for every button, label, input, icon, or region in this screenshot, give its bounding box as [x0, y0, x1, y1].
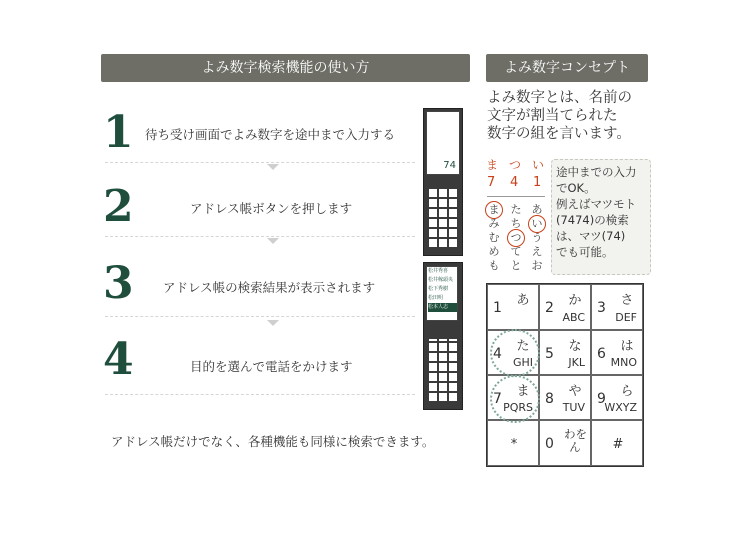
result-item-selected: 松本人志	[428, 303, 457, 312]
highlight-dotted-circle	[490, 375, 540, 423]
note-line: 途中までの入力	[556, 165, 637, 179]
phone-screen-input: 74	[443, 160, 456, 171]
example-digit: 1	[533, 175, 542, 190]
kana: て	[510, 245, 522, 258]
key-star: *	[487, 420, 539, 466]
example-digit-row	[487, 175, 553, 190]
kana: た	[510, 203, 522, 216]
phone-screen	[426, 111, 460, 175]
step-3-number: 3	[103, 258, 134, 309]
kana: ち	[510, 217, 522, 230]
concept-line: 文字が割当てられた	[487, 108, 618, 124]
concept-title-banner: よみ数字コンセプト	[486, 54, 648, 82]
example-digit: 4	[510, 175, 519, 190]
kana: つ	[510, 231, 522, 244]
highlight-circle	[528, 215, 546, 233]
key-1: 1 あ	[487, 284, 539, 330]
step-1-text: 待ち受け画面でよみ数字を途中まで入力する	[145, 127, 396, 142]
step-4-text: 目的を選んで電話をかけます	[190, 359, 353, 374]
example-separator	[487, 196, 545, 197]
kana: み	[488, 217, 500, 230]
key-2: 2 か ABC	[539, 284, 591, 330]
kana: と	[510, 259, 522, 272]
result-item: 松田明	[428, 295, 444, 301]
keypad	[486, 283, 644, 467]
step-arrow-icon	[267, 238, 279, 244]
step-4-number: 4	[103, 334, 134, 385]
concept-line: よみ数字とは、名前の	[487, 90, 632, 106]
kana: お	[531, 259, 543, 272]
example-kana: い	[532, 158, 545, 172]
kana: あ	[531, 203, 543, 216]
step-2-text: アドレス帳ボタンを押します	[190, 201, 353, 216]
step-separator	[105, 316, 415, 317]
example-kana: ま	[486, 158, 499, 172]
note-line: 例えばマツモト	[556, 197, 637, 211]
note-line: でも可能。	[556, 245, 614, 259]
phone-keys	[427, 187, 459, 249]
key-8: 8 や TUV	[539, 375, 591, 420]
concept-description	[487, 89, 657, 143]
concept-note	[551, 159, 651, 275]
phone-illustration-2	[423, 262, 463, 410]
key-4: 4 た GHI	[487, 330, 539, 375]
highlight-dotted-circle	[490, 329, 540, 377]
key-7: 7 ま PQRS	[487, 375, 539, 420]
step-separator	[105, 236, 415, 237]
note-line: でOK。	[556, 181, 596, 195]
result-item: 松井秀喜	[428, 268, 449, 274]
key-5: 5 な JKL	[539, 330, 591, 375]
kana: う	[531, 231, 543, 244]
highlight-circle	[485, 201, 503, 219]
key-hash: #	[591, 420, 643, 466]
kana: い	[531, 217, 543, 230]
note-line: は、マツ(74)	[556, 229, 626, 243]
highlight-circle	[507, 229, 525, 247]
step-1-number: 1	[103, 107, 134, 158]
step-2-number: 2	[103, 181, 134, 232]
step-separator	[105, 162, 415, 163]
howto-title-banner: よみ数字検索機能の使い方	[101, 54, 470, 82]
key-0: 0 わを ん	[539, 420, 591, 466]
kana-column-a	[529, 203, 545, 273]
howto-footer: アドレス帳だけでなく、各種機能も同様に検索できます。	[111, 434, 435, 449]
step-3-text: アドレス帳の検索結果が表示されます	[163, 280, 376, 295]
step-arrow-icon	[267, 164, 279, 170]
result-item: 松下秀樹	[428, 286, 449, 292]
note-line: (7474)の検索	[556, 213, 629, 227]
kana: め	[488, 245, 500, 258]
kana: ま	[488, 203, 500, 216]
result-item: 松井稼頭央	[428, 277, 454, 283]
kana: む	[488, 231, 500, 244]
example-kana: つ	[509, 158, 522, 172]
concept-line: 数字の組を言います。	[487, 126, 631, 142]
step-separator	[105, 394, 415, 395]
example-kana-row	[486, 156, 552, 173]
phone-screen-results	[426, 266, 458, 321]
phone-illustration-1	[423, 108, 463, 256]
key-3: 3 さ DEF	[591, 284, 643, 330]
kana: も	[488, 259, 500, 272]
example-digit: 7	[487, 175, 496, 190]
key-6: 6 は MNO	[591, 330, 643, 375]
step-arrow-icon	[267, 320, 279, 326]
key-9: 9 ら WXYZ	[591, 375, 643, 420]
phone-keys	[427, 339, 459, 403]
kana: え	[531, 245, 543, 258]
